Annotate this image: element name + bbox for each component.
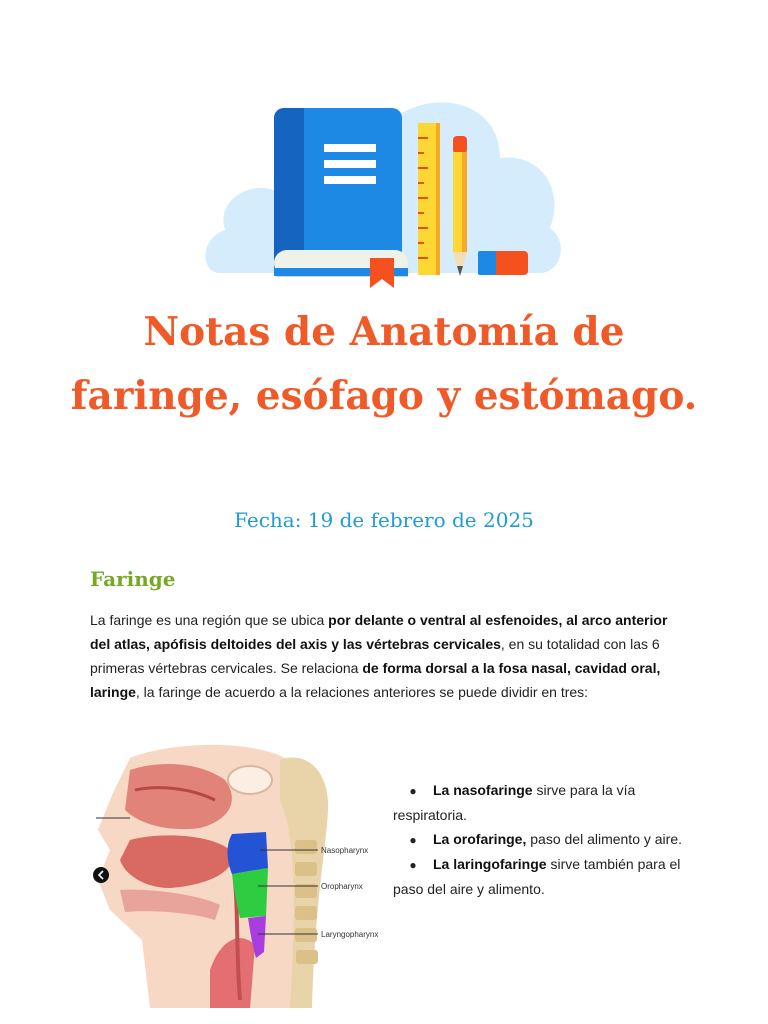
list-item-description: paso del alimento y aire.: [526, 831, 682, 847]
eraser-icon: [478, 251, 528, 275]
notebook-icon: [274, 108, 408, 288]
list-item: [393, 827, 693, 852]
intro-paragraph: [90, 608, 680, 704]
pharynx-anatomy-figure: [90, 740, 390, 1008]
bullet-icon: ●: [409, 858, 417, 872]
bullet-icon: ●: [409, 833, 417, 847]
pharynx-parts-list: [393, 778, 693, 901]
intro-text: , la faringe de acuerdo a la relaciones anteriores se puede dividir en tres:: [135, 684, 589, 700]
document-title: Notas de Anatomía de faringe, esófago y estómago.: [70, 309, 698, 419]
scroll-arrow-icon: [93, 867, 109, 883]
pencil-icon: [453, 136, 467, 276]
bullet-icon: ●: [409, 784, 417, 798]
list-item-term: La orofaringe,: [433, 831, 527, 847]
list-item-description: sirve para la vía respiratoria.: [393, 782, 636, 823]
nasopharynx-label: Nasopharynx: [321, 846, 369, 855]
intro-text: , en su totalidad con las 6 primeras vértebras cervicales. Se relaciona: [90, 636, 660, 676]
head-section-illustration: [98, 745, 328, 1008]
list-item: [393, 778, 693, 827]
laryngopharynx-label: Laryngopharynx: [321, 930, 379, 939]
oropharynx-label: Oropharynx: [321, 882, 363, 891]
list-item: [393, 852, 693, 901]
list-item-description: sirve también para el paso del aire y alimento.: [393, 856, 681, 897]
ruler-icon: [418, 123, 440, 275]
intro-text-bold: por delante o ventral al esfenoides, al arco anterior del atlas, apófisis deltoides del axis y las vértebras cervicales: [90, 612, 668, 652]
nasopharynx-region: [228, 832, 269, 874]
intro-text-bold: de forma dorsal a la fosa nasal, cavidad oral, laringe: [90, 660, 661, 700]
section-heading: Faringe: [90, 567, 176, 591]
hero-illustration: [200, 78, 570, 293]
intro-text: La faringe es una región que se ubica: [90, 612, 329, 628]
document-date: Fecha: 19 de febrero de 2025: [234, 508, 534, 532]
list-item-term: La laringofaringe: [433, 856, 547, 872]
list-item-term: La nasofaringe: [433, 782, 533, 798]
